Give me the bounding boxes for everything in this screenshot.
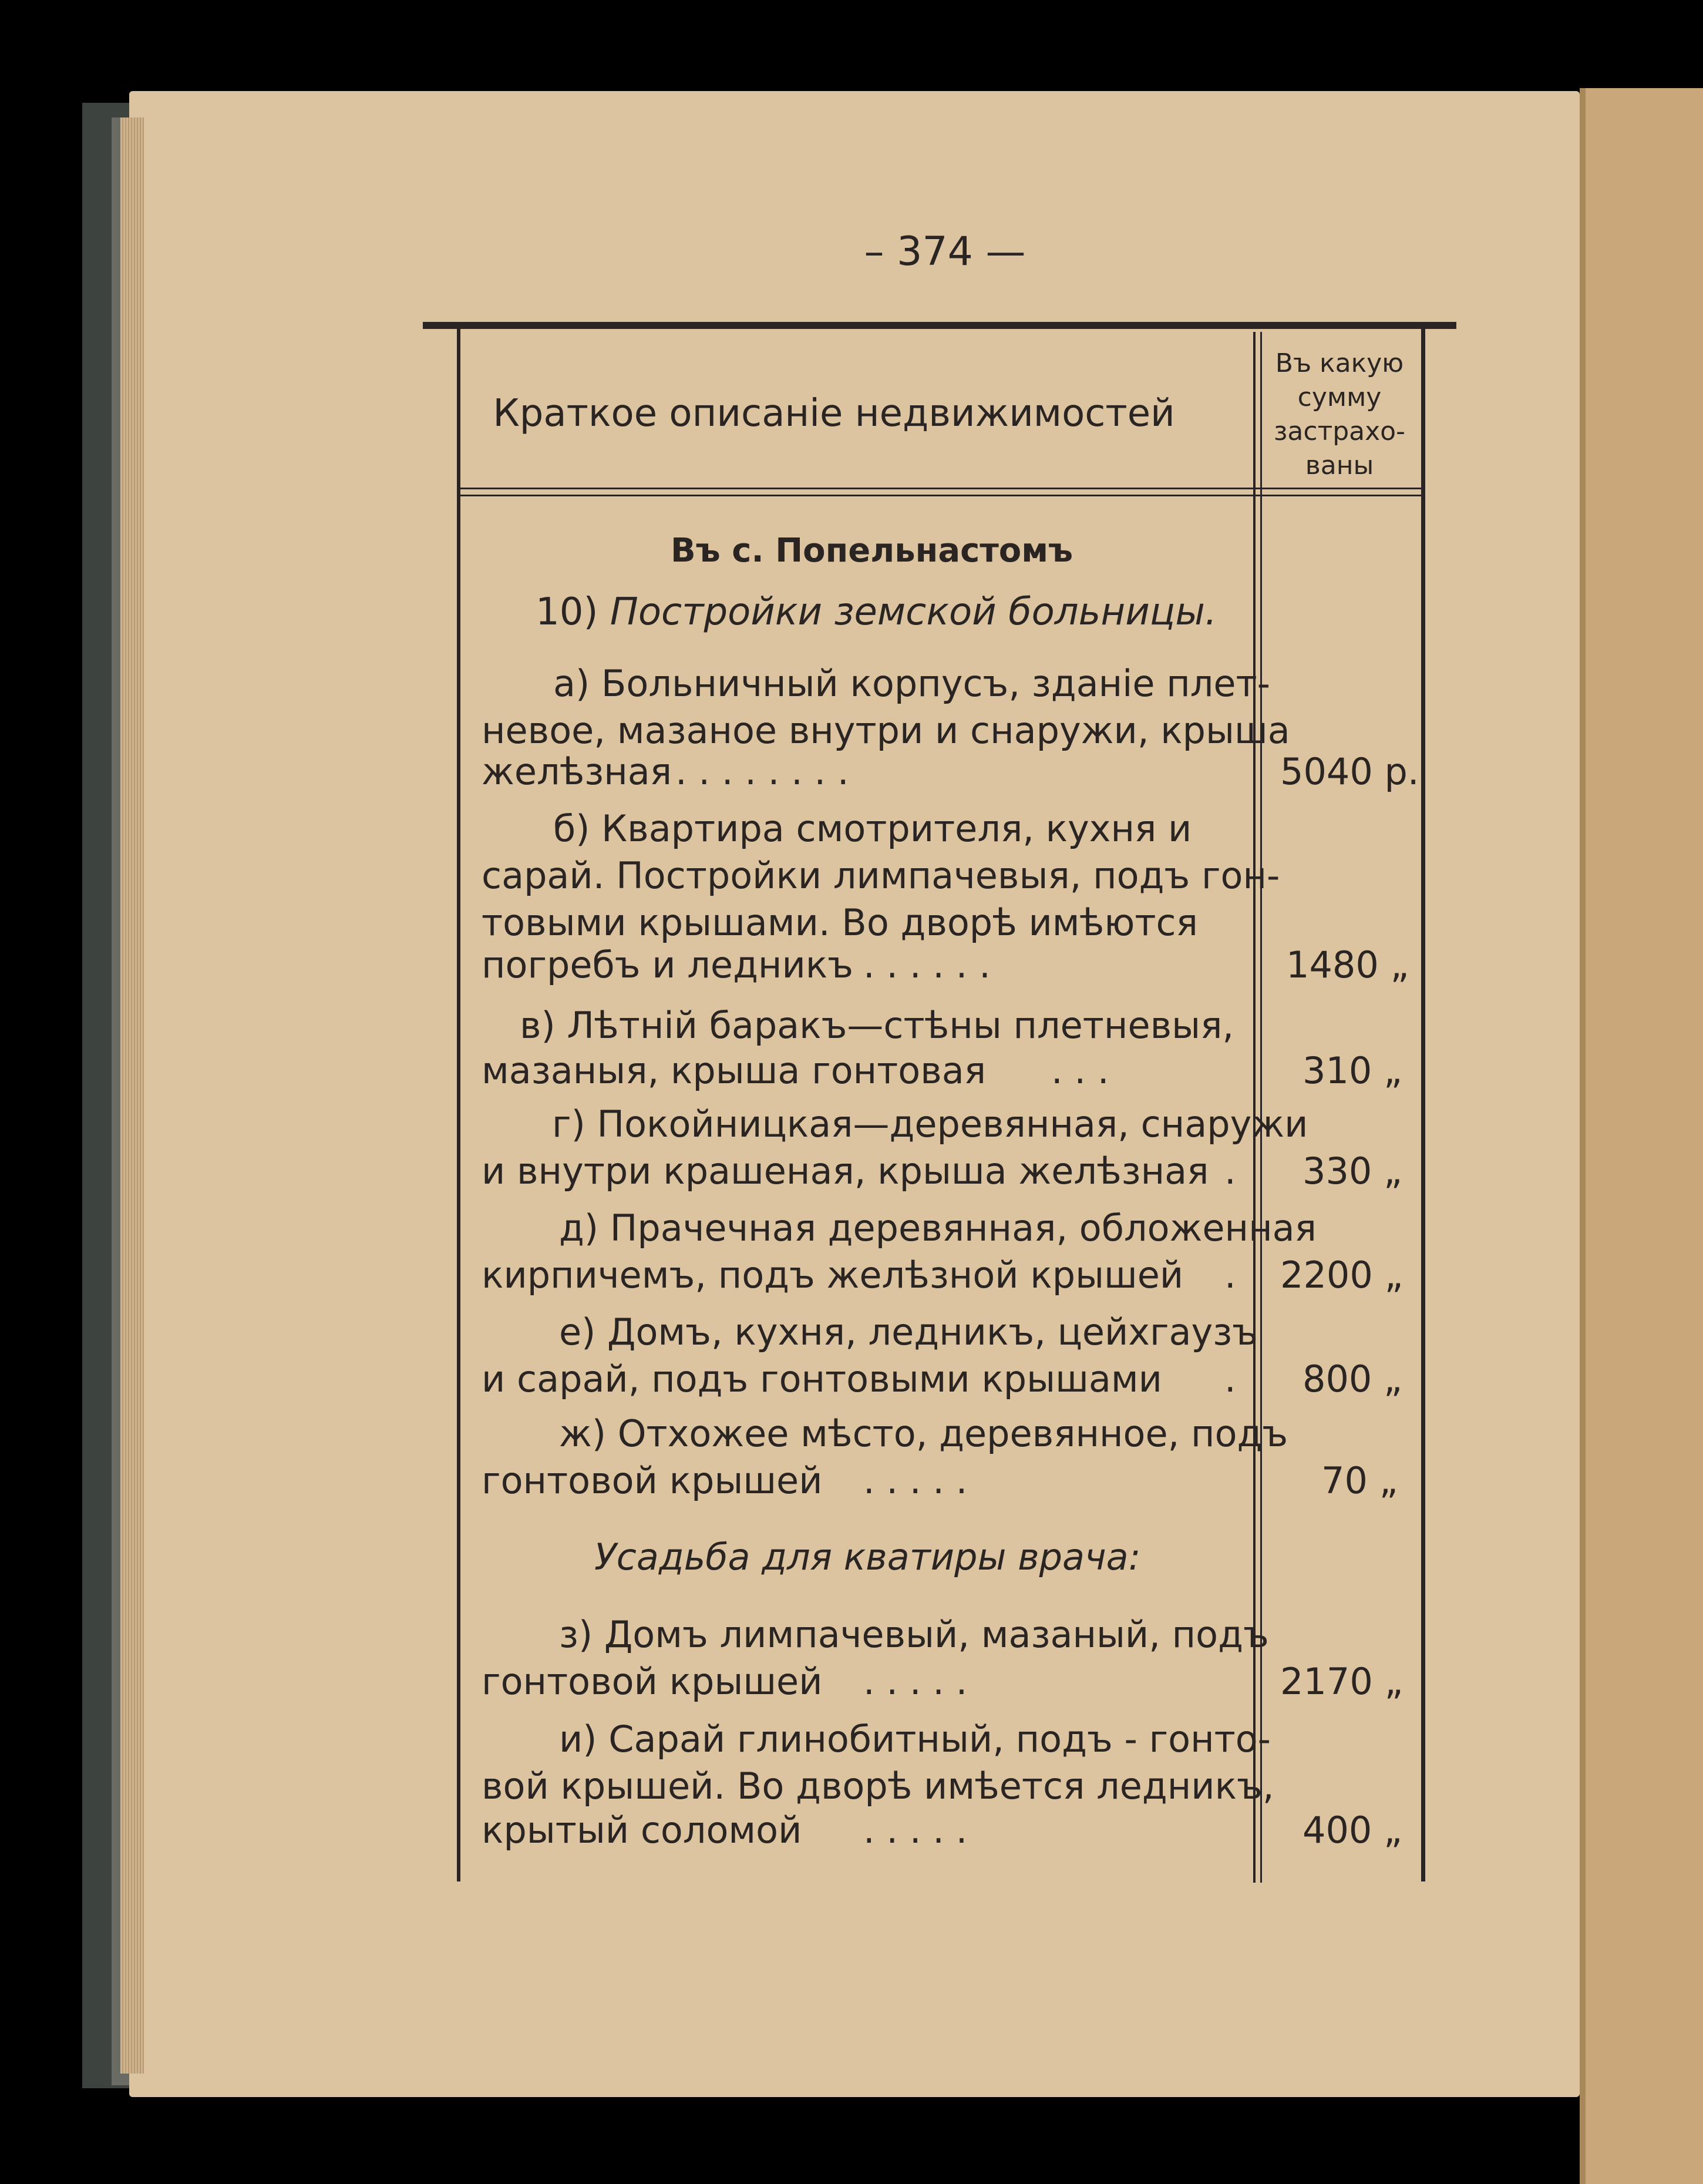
sum-header-line: Въ какую: [1275, 348, 1404, 378]
description-column-header: Краткое описанiе недвижимостей: [493, 392, 1175, 435]
subheading-title: Постройки земской больницы.: [610, 590, 1217, 634]
entry-line: сарай. Постройки лимпачевыя, подъ гон-: [482, 854, 1280, 897]
sum-header-line: сумму: [1297, 382, 1382, 412]
left-border: [457, 328, 460, 1881]
page-number: – 374 —: [864, 229, 1026, 275]
amount: 2200 „: [1280, 1254, 1404, 1296]
amount: 5040 р.: [1280, 750, 1419, 793]
usadba-heading: Усадьба для кватиры врача:: [594, 1535, 1141, 1578]
entry-line: а) Больничный корпусъ, зданіе плет-: [553, 662, 1270, 705]
amount: 800 „: [1303, 1358, 1403, 1400]
page-stack-edges: [120, 117, 144, 2074]
amount: 330 „: [1303, 1150, 1403, 1192]
sum-header-line: застрахо-: [1274, 416, 1405, 446]
amount: 400 „: [1303, 1809, 1403, 1852]
entry-line: вой крышей. Во дворѣ имѣется ледникъ,: [482, 1765, 1274, 1807]
entry-line: гонтовой крышей: [482, 1660, 823, 1703]
leader-dots: . . . . .: [863, 1660, 968, 1703]
header-rule-2: [460, 495, 1422, 496]
entry-line: и сарай, подъ гонтовыми крышами: [482, 1358, 1162, 1400]
entry-line: невое, мазаное внутри и снаружи, крыша: [482, 709, 1290, 752]
leader-dots: .: [1224, 1150, 1236, 1192]
entry-line: е) Домъ, кухня, ледникъ, цейхгаузъ: [559, 1311, 1258, 1353]
entry-line: гонтовой крышей: [482, 1459, 823, 1502]
leader-dots: .: [1224, 1254, 1236, 1296]
entry-line: мазаныя, крыша гонтовая: [482, 1049, 987, 1092]
top-rule: [423, 322, 1456, 329]
entry-line: кирпичемъ, подъ желѣзной крышей: [482, 1254, 1184, 1296]
leader-dots: . . . . . .: [863, 943, 991, 986]
entry-line: г) Покойницкая—деревянная, снаружи: [552, 1103, 1308, 1145]
leader-dots: . . . . . . . .: [675, 750, 849, 793]
entry-line: и) Сарай глинобитный, подъ - гонто-: [559, 1718, 1271, 1760]
leader-dots: . . .: [1051, 1049, 1109, 1092]
sum-header-line: ваны: [1305, 451, 1374, 481]
section-heading: Въ с. Попельнастомъ: [671, 532, 1073, 570]
entry-line: ж) Отхожее мѣсто, деревянное, подъ: [559, 1412, 1288, 1455]
facing-page: [1586, 88, 1703, 2184]
leader-dots: .: [1224, 1358, 1236, 1400]
subheading-number: 10): [536, 590, 598, 634]
entry-line: в) Лѣтній баракъ—стѣны плетневыя,: [520, 1004, 1234, 1047]
header-rule-1: [460, 488, 1422, 489]
amount: 2170 „: [1280, 1660, 1404, 1703]
entry-line: крытый соломой: [482, 1809, 802, 1852]
amount: 310 „: [1303, 1049, 1403, 1092]
amount: 70 „: [1321, 1459, 1398, 1502]
amount: 1480 „: [1286, 943, 1409, 986]
entry-line: желѣзная: [482, 750, 672, 793]
entry-line: и внутри крашеная, крыша желѣзная: [482, 1150, 1209, 1192]
subheading: [536, 590, 1217, 634]
entry-line: погребъ и ледникъ: [482, 943, 854, 986]
entry-line: товыми крышами. Во дворѣ имѣются: [482, 901, 1198, 944]
leader-dots: . . . . .: [863, 1809, 968, 1852]
right-border: [1421, 328, 1425, 1881]
entry-line: д) Прачечная деревянная, обложенная: [559, 1207, 1317, 1249]
entry-line: з) Домъ лимпачевый, мазаный, подъ: [559, 1613, 1269, 1656]
sum-column-header: [1257, 347, 1422, 483]
leader-dots: . . . . .: [863, 1459, 968, 1502]
entry-line: б) Квартира смотрителя, кухня и: [553, 807, 1192, 850]
